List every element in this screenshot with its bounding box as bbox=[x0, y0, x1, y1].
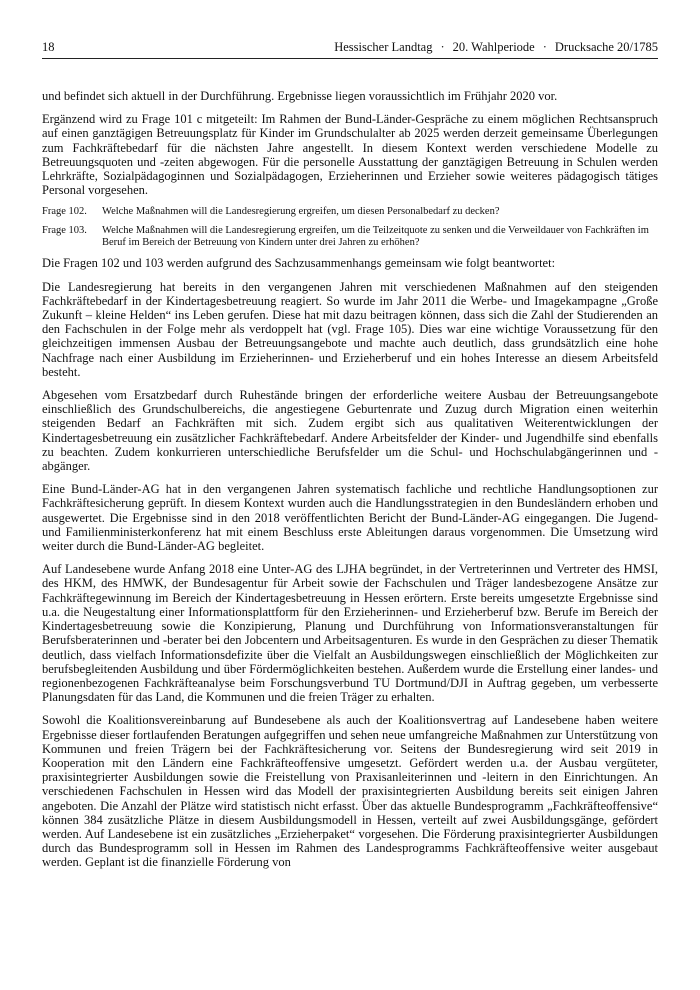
document-number: Drucksache 20/1785 bbox=[554, 40, 658, 54]
question-text: Welche Maßnahmen will die Landesregierung ergreifen, um diesen Personalbedarf zu decken? bbox=[102, 206, 500, 218]
paragraph: Ergänzend wird zu Frage 101 c mitgeteilt: Im Rahmen der Bund-Länder-Gespräche zu einem möglichen Rechtsanspruch auf einen ganztägigen Betreuungsplatz für Kinder im Grundschulalter ab 2025 werden derzeit gemeinsame Überlegungen zum Fachkräftebedarf für die nächsten Jahre angestellt. In diesem Kontext werden verschiedene Modelle zu Betreuungsquoten und -zeiten abgewogen. Für die personelle Ausstattung der ganztägigen Betreuung in Schulen werden Lehrkräfte, Sozialpädagoginnen und Sozialpädagogen, Erzieherinnen und Erzieher sowie weiteres pädagogisch tätiges Personal vorgesehen. bbox=[42, 112, 658, 198]
question-text: Welche Maßnahmen will die Landesregierung ergreifen, um die Teilzeitquote zu senken und die Verweildauer von Fachkräften im Beruf im Bereich der Betreuung von Kindern unter drei Jahren zu erhöhen? bbox=[102, 225, 649, 249]
question-item bbox=[42, 225, 658, 249]
question-label: Frage 102. bbox=[42, 206, 87, 218]
question-item bbox=[42, 206, 658, 218]
paragraph: Abgesehen vom Ersatzbedarf durch Ruhestände bringen der erforderliche weitere Ausbau der Betreuungsangebote einschließlich des Grundschulbereichs, die angestiegene Geburtenrate und Zuzug durch Migration einen weiterhin steigenden Bedarf an Fachkräften mit sich. Zudem ergibt sich aus qualitativen Weiterentwicklungen der Kindertagesbetreuung ein zusätzlicher Fachkräftebedarf. Andere Arbeitsfelder der Kinder- und Jugendhilfe sind ebenfalls zu beachten. Zudem konkurrieren unterschiedliche Berufsfelder um die Schul- und Hochschulabgängerinnen und -abgänger. bbox=[42, 388, 658, 474]
header-info bbox=[334, 40, 658, 55]
paragraph: Eine Bund-Länder-AG hat in den vergangenen Jahren systematisch fachliche und rechtliche Handlungsoptionen zur Fachkräftesicherung geprüft. In diesem Kontext wurden auch die Handlungsstrategien in den Bundesländern erhoben und ausgewertet. Die Ergebnisse sind in den 2018 veröffentlichten Bericht der Bund-Länder-AG eingegangen. Die Jugend- und Familienministerkonferenz hat mit einem Beschluss erste Ableitungen daraus vorgenommen. Die Umsetzung wird weiter durch die Bund-Länder-AG begleitet. bbox=[42, 482, 658, 554]
paragraph: Auf Landesebene wurde Anfang 2018 eine Unter-AG des LJHA begründet, in der Vertreterinnen und Vertreter des HMSI, des HKM, des HMWK, der Bundesagentur für Arbeit sowie der Fachschulen und Träger landesbezogene Ansätze zur Fachkräftegewinnung im Bereich der Kindertagesbetreuung in Hessen erörtern. Erste bereits umgesetzte Ergebnisse sind u.a. die Neugestaltung einer Informationsplattform für den Erzieherinnen- und Erzieherberuf bzw. Berufe im Bereich der Kindertagesbetreuung sowie die Konzipierung, Planung und Durchführung von Informationsveranstaltungen für Berufsberaterinnen und -berater bei den Jobcentern und Arbeitsagenturen. Es wurde in den Gesprächen zu dieser Thematik deutlich, dass vielfach Informationsdefizite über die Vielfalt an Ausbildungswegen einschließlich der Möglichkeiten zur berufsbegleitenden Ausbildung und über Fördermöglichkeiten bestehen. Außerdem wurde die Erstellung einer landes- und regionenbezogenen Fachkräfteanalyse beim Forschungsverbund TU Dortmund/DJI in Auftrag gegeben, um verbesserte Planungsdaten für das Land, die Kommunen und die freien Träger zu erhalten. bbox=[42, 562, 658, 705]
question-label: Frage 103. bbox=[42, 225, 87, 237]
paragraph: und befindet sich aktuell in der Durchführung. Ergebnisse liegen voraussichtlich im Frühjahr 2020 vor. bbox=[42, 89, 558, 103]
parliament-name: Hessischer Landtag bbox=[334, 40, 433, 54]
paragraph: Die Landesregierung hat bereits in den vergangenen Jahren mit verschiedenen Maßnahmen auf den steigenden Fachkräftebedarf in der Kindertagesbetreuung reagiert. So wurde im Jahr 2011 die Werbe- und Imagekampagne „Große Zukunft – kleine Helden“ ins Leben gerufen. Diese hat mit dazu beitragen können, dass sich die Zahl der Studierenden an den Fachschulen in der Folge mehr als verdoppelt hat (vgl. Frage 105). Dies war eine wichtige Voraussetzung für den gleichzeitigen immensen Ausbau der Betreuungsangebote und machte auch deutlich, dass grundsätzlich eine hohe Nachfrage nach einer Ausbildung im Erzieherinnen- und Erzieherberuf und ein hohes Interesse an diesem Arbeitsfeld besteht. bbox=[42, 279, 658, 379]
header-separator: · bbox=[440, 40, 445, 54]
paragraph: Sowohl die Koalitionsvereinbarung auf Bundesebene als auch der Koalitionsvertrag auf Landesebene haben weitere Ergebnisse dieser fortlaufenden Beratungen aufgegriffen und sehen neue umfangreiche Maßnahmen zur Unterstützung von Kommunen und freien Trägern bei der Fachkräftesicherung vor. Seitens der Bundesregierung wird seit 2019 in Kooperation mit den Ländern eine Fachkräfteoffensive umgesetzt. Gefördert werden u.a. der Ausbau vergüteter, praxisintegrierter Ausbildungen sowie die Freistellung von Praxisanleiterinnen und -leitern in den Einrichtungen. An verschiedenen Fachschulen in Hessen wird das Modell der praxisintegrierten Ausbildung bereits seit einigen Jahren angeboten. Die Anzahl der Plätze wird statistisch nicht erfasst. Über das aktuelle Bundesprogramm „Fachkräfteoffensive“ können 384 zusätzliche Plätze in diesem Ausbildungsmodell in Hessen, verteilt auf zwei Ausbildungsgänge, gefördert werden. Auf Landesebene ist ein zusätzliches „Erzieherpaket“ vorgesehen. Die Förderung praxisintegrierter Ausbildungen durch das Bundesprogramm soll in Hessen im Rahmen des Landesprogramms Fachkräfteoffensive weiter ausgebaut werden. Geplant ist die finanzielle Förderung von bbox=[42, 713, 658, 870]
page-number: 18 bbox=[42, 40, 55, 54]
page-content bbox=[42, 89, 658, 879]
paragraph: Die Fragen 102 und 103 werden aufgrund des Sachzusammenhangs gemeinsam wie folgt beantwortet: bbox=[42, 256, 556, 271]
page-header bbox=[42, 40, 658, 59]
legislative-period: 20. Wahlperiode bbox=[452, 40, 535, 54]
header-separator: · bbox=[542, 40, 547, 54]
